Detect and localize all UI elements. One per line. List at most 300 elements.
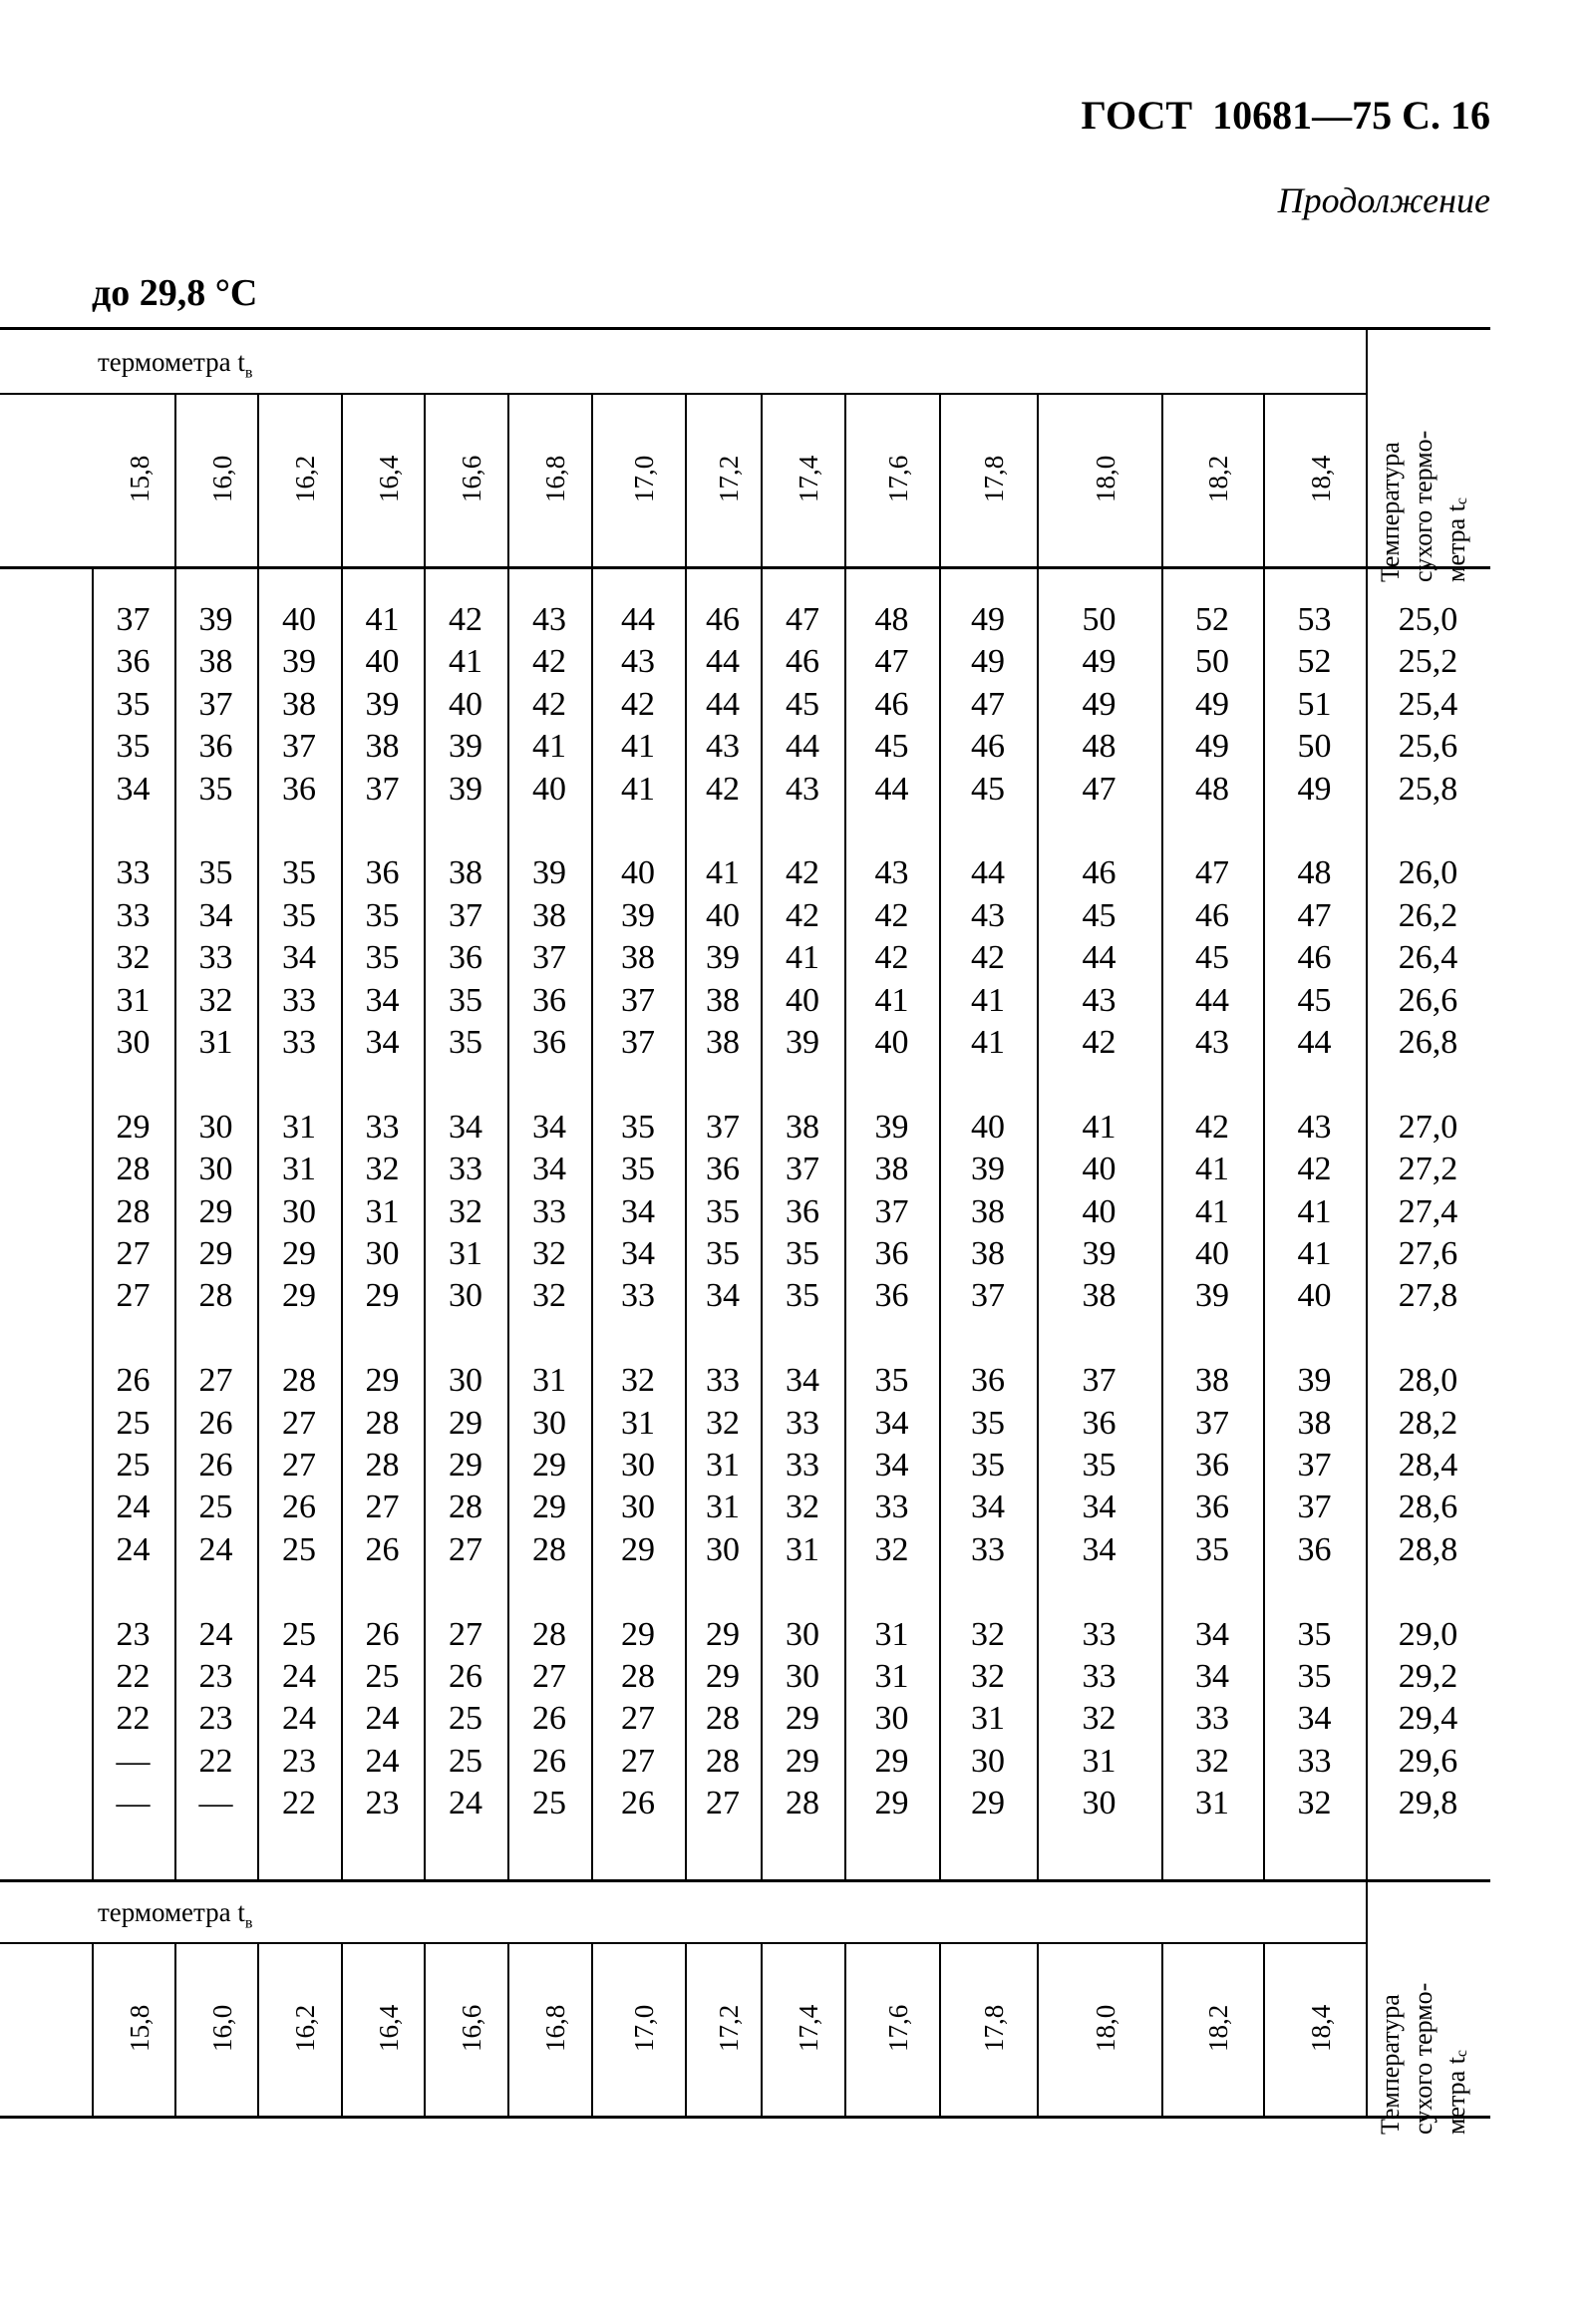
bottom-header-column-header: 16,6	[457, 2004, 486, 2052]
dry-temp-cell: 26,8	[1398, 1024, 1458, 1061]
table-cell: 44	[874, 770, 909, 808]
top-header-col-divider	[591, 393, 593, 566]
bottom-col-divider	[591, 1942, 593, 2116]
table-cell: 37	[365, 770, 400, 808]
bottom-header-column-header: 18,0	[1090, 2004, 1120, 2052]
table-cell: 27	[116, 1235, 151, 1272]
dry-temp-cell: 28,6	[1398, 1488, 1458, 1526]
top-header-column-header: 16,8	[540, 455, 570, 502]
table-cell: 49	[1082, 643, 1117, 681]
table-cell: 35	[786, 1235, 819, 1272]
dry-temp-cell: 26,6	[1398, 981, 1458, 1019]
table-cell: 27	[449, 1615, 482, 1653]
table-cell: 39	[282, 643, 316, 681]
table-cell: 33	[786, 1447, 819, 1484]
dry-temp-cell: 26,2	[1398, 896, 1458, 934]
table-cell: 36	[1082, 1404, 1117, 1442]
table-cell: 29	[874, 1785, 909, 1822]
table-cell: 42	[449, 601, 482, 638]
table-cell: 42	[532, 685, 566, 723]
table-cell: 27	[621, 1700, 655, 1738]
table-cell: 25	[282, 1615, 316, 1653]
table-cell: 43	[532, 601, 566, 638]
bottom-col-divider	[1037, 1942, 1039, 2116]
table-cell: 36	[971, 1362, 1005, 1400]
table-cell: 43	[971, 896, 1005, 934]
bottom-col-divider	[174, 1942, 176, 2116]
top-header-col-divider	[1161, 393, 1163, 566]
table-cell: 33	[449, 1151, 482, 1188]
bottom-header-column-header: 16,8	[540, 2004, 570, 2052]
table-cell: 31	[706, 1447, 740, 1484]
table-cell: 35	[116, 685, 151, 723]
table-cell: 35	[116, 728, 151, 766]
table-cell: 38	[1195, 1362, 1229, 1400]
table-cell: 49	[1297, 770, 1332, 808]
top-header-bottom-rule	[0, 566, 1490, 569]
top-header-column-header: 17,2	[714, 455, 744, 502]
table-cell: 33	[786, 1404, 819, 1442]
table-cell: 24	[116, 1530, 151, 1568]
table-cell: 47	[1082, 770, 1117, 808]
table-cell: 31	[1195, 1785, 1229, 1822]
bottom-col-divider	[685, 1942, 687, 2116]
table-cell: 31	[874, 1658, 909, 1695]
top-header-column-header: 17,4	[794, 455, 823, 502]
bottom-header-column-header: 16,4	[373, 2004, 404, 2052]
table-cell: 35	[621, 1151, 655, 1188]
table-cell: 24	[198, 1530, 233, 1568]
table-cell: 46	[706, 601, 740, 638]
table-cell: 27	[621, 1742, 655, 1780]
table-cell: 27	[282, 1447, 316, 1484]
table-cell: 35	[706, 1235, 740, 1272]
table-cell: 38	[971, 1192, 1005, 1230]
top-header-col-divider	[1263, 393, 1265, 566]
table-cell: 27	[449, 1530, 482, 1568]
table-cell: 35	[1297, 1615, 1332, 1653]
table-cell: 41	[1297, 1192, 1332, 1230]
table-cell: 31	[282, 1108, 316, 1146]
dry-temp-cell: 28,0	[1398, 1362, 1458, 1400]
table-cell: 31	[706, 1488, 740, 1526]
table-cell: 41	[532, 728, 566, 766]
table-cell: 36	[874, 1235, 909, 1272]
table-cell: 24	[116, 1488, 151, 1526]
table-cell: 30	[282, 1192, 316, 1230]
table-cell: 32	[116, 939, 151, 977]
dry-temp-cell: 29,6	[1398, 1742, 1458, 1780]
table-cell: 25	[116, 1447, 151, 1484]
dry-temp-cell: 25,6	[1398, 728, 1458, 766]
table-cell: 41	[621, 770, 655, 808]
table-cell: 39	[786, 1024, 819, 1061]
table-cell: 29	[365, 1277, 400, 1315]
table-cell: 33	[1297, 1742, 1332, 1780]
table-cell: 47	[971, 685, 1005, 723]
table-cell: 30	[1082, 1785, 1117, 1822]
table-cell: 37	[706, 1108, 740, 1146]
table-cell: 38	[365, 728, 400, 766]
table-cell: 37	[621, 981, 655, 1019]
table-cell: 34	[282, 939, 316, 977]
table-cell: 29	[365, 1362, 400, 1400]
table-cell: 40	[1297, 1277, 1332, 1315]
table-cell: 46	[874, 685, 909, 723]
dry-temp-cell: 27,4	[1398, 1192, 1458, 1230]
table-cell: 39	[365, 685, 400, 723]
table-cell: 30	[449, 1362, 482, 1400]
table-cell: 36	[1195, 1488, 1229, 1526]
table-cell: 42	[1195, 1108, 1229, 1146]
table-cell: 44	[706, 685, 740, 723]
table-cell: 42	[1082, 1024, 1117, 1061]
table-cell: 50	[1082, 601, 1117, 638]
table-cell: 30	[874, 1700, 909, 1738]
table-cell: 37	[449, 896, 482, 934]
range-title: до 29,8 °С	[92, 272, 258, 314]
dry-temp-cell: 29,8	[1398, 1785, 1458, 1822]
table-cell: 43	[786, 770, 819, 808]
table-cell: 30	[449, 1277, 482, 1315]
table-cell: 46	[971, 728, 1005, 766]
top-header-top-rule	[0, 327, 1490, 330]
table-cell: 28	[365, 1447, 400, 1484]
table-cell: 29	[116, 1108, 151, 1146]
table-cell: 34	[116, 770, 151, 808]
table-cell: 35	[449, 1024, 482, 1061]
table-cell: 28	[365, 1404, 400, 1442]
table-cell: 39	[706, 939, 740, 977]
top-header-col-divider	[341, 393, 343, 566]
table-cell: 41	[1297, 1235, 1332, 1272]
top-header-col-divider	[761, 393, 763, 566]
bottom-header-column-header: 17,8	[979, 2004, 1009, 2052]
top-header-col-divider	[844, 393, 846, 566]
top-header-column-header: 16,6	[457, 455, 486, 502]
table-cell: 36	[874, 1277, 909, 1315]
table-cell: 41	[621, 728, 655, 766]
top-header-col-divider	[685, 393, 687, 566]
table-cell: 35	[706, 1192, 740, 1230]
table-cell: 36	[365, 854, 400, 892]
table-cell: 48	[1297, 854, 1332, 892]
bottom-col-divider	[1366, 1942, 1368, 2116]
table-cell: 49	[1082, 685, 1117, 723]
table-cell: 28	[198, 1277, 233, 1315]
table-cell: 24	[449, 1785, 482, 1822]
table-cell: 41	[971, 1024, 1005, 1061]
table-cell: 40	[1082, 1192, 1117, 1230]
table-cell: 33	[532, 1192, 566, 1230]
table-cell: 26	[198, 1404, 233, 1442]
table-cell: 26	[282, 1488, 316, 1526]
table-cell: 41	[365, 601, 400, 638]
table-cell: 37	[282, 728, 316, 766]
table-cell: 44	[621, 601, 655, 638]
table-cell: 34	[971, 1488, 1005, 1526]
table-cell: 32	[971, 1658, 1005, 1695]
table-cell: 34	[1082, 1488, 1117, 1526]
table-cell: 29	[971, 1785, 1005, 1822]
table-cell: 39	[449, 728, 482, 766]
table-cell: 26	[532, 1742, 566, 1780]
top-header-column-header: 17,8	[979, 455, 1009, 502]
table-cell: 35	[449, 981, 482, 1019]
table-cell: 49	[1195, 728, 1229, 766]
table-cell: 46	[1195, 896, 1229, 934]
table-cell: 38	[198, 643, 233, 681]
table-cell: 29	[449, 1404, 482, 1442]
table-cell: 40	[449, 685, 482, 723]
table-cell: 23	[198, 1700, 233, 1738]
table-cell: 43	[1082, 981, 1117, 1019]
table-cell: 47	[1297, 896, 1332, 934]
top-header-column-header: 15,8	[124, 455, 155, 502]
table-cell: 39	[532, 854, 566, 892]
table-cell: 27	[365, 1488, 400, 1526]
bottom-col-divider	[1161, 1942, 1163, 2116]
table-cell: 35	[786, 1277, 819, 1315]
table-cell: 34	[365, 1024, 400, 1061]
bottom-col-divider	[92, 1942, 94, 2116]
table-cell: 31	[532, 1362, 566, 1400]
table-cell: 47	[874, 643, 909, 681]
table-cell: 32	[1082, 1700, 1117, 1738]
table-cell: 32	[532, 1277, 566, 1315]
table-cell: 29	[282, 1277, 316, 1315]
table-cell: 26	[198, 1447, 233, 1484]
table-cell: 25	[198, 1488, 233, 1526]
table-cell: 35	[874, 1362, 909, 1400]
table-cell: 29	[621, 1615, 655, 1653]
table-cell: 39	[449, 770, 482, 808]
table-cell: 34	[198, 896, 233, 934]
table-cell: 40	[706, 896, 740, 934]
table-cell: 33	[874, 1488, 909, 1526]
table-cell: 46	[786, 643, 819, 681]
dry-temp-cell: 27,6	[1398, 1235, 1458, 1272]
table-cell: 31	[282, 1151, 316, 1188]
table-cell: 43	[874, 854, 909, 892]
table-cell: 34	[621, 1192, 655, 1230]
table-cell: 25	[449, 1700, 482, 1738]
table-cell: 31	[365, 1192, 400, 1230]
table-cell: 41	[874, 981, 909, 1019]
table-cell: 28	[532, 1530, 566, 1568]
table-cell: 47	[1195, 854, 1229, 892]
top-header-col-divider	[257, 393, 259, 566]
bottom-header-caption: термометра $t_в$	[98, 1897, 253, 1932]
table-cell: 29	[786, 1700, 819, 1738]
standard-code: ГОСТ 10681—75 С. 16	[1081, 93, 1490, 138]
table-cell: 42	[706, 770, 740, 808]
table-cell: 37	[874, 1192, 909, 1230]
table-cell: —	[116, 1785, 151, 1822]
table-cell: 25	[282, 1530, 316, 1568]
table-cell: 30	[621, 1488, 655, 1526]
table-cell: 28	[449, 1488, 482, 1526]
table-cell: 50	[1297, 728, 1332, 766]
table-cell: 45	[1082, 896, 1117, 934]
table-cell: 46	[1082, 854, 1117, 892]
table-cell: 42	[532, 643, 566, 681]
dry-temp-cell: 29,4	[1398, 1700, 1458, 1738]
table-cell: 46	[1297, 939, 1332, 977]
table-cell: 42	[1297, 1151, 1332, 1188]
table-cell: 45	[786, 685, 819, 723]
table-cell: 35	[282, 896, 316, 934]
table-cell: 29	[532, 1488, 566, 1526]
table-cell: 33	[282, 1024, 316, 1061]
table-cell: 31	[1082, 1742, 1117, 1780]
bottom-header-top-rule	[0, 1879, 1490, 1882]
table-cell: 31	[874, 1615, 909, 1653]
table-cell: 41	[971, 981, 1005, 1019]
continuation-label: Продолжение	[1277, 180, 1490, 220]
table-cell: 34	[365, 981, 400, 1019]
table-cell: 30	[786, 1658, 819, 1695]
table-cell: —	[116, 1742, 151, 1780]
table-cell: 31	[198, 1024, 233, 1061]
bottom-header-column-header: 17,4	[794, 2004, 823, 2052]
table-cell: 29	[874, 1742, 909, 1780]
dry-temp-cell: 25,2	[1398, 643, 1458, 681]
table-cell: 44	[786, 728, 819, 766]
table-cell: 24	[365, 1742, 400, 1780]
top-header-side-header: Температура сухого термо-метра $t_с$	[1376, 430, 1471, 582]
table-cell: 32	[706, 1404, 740, 1442]
table-cell: 22	[116, 1658, 151, 1695]
table-cell: 38	[874, 1151, 909, 1188]
table-cell: 48	[1082, 728, 1117, 766]
dry-temp-cell: 28,4	[1398, 1447, 1458, 1484]
table-cell: 41	[1195, 1192, 1229, 1230]
table-cell: 33	[116, 896, 151, 934]
table-cell: 35	[1297, 1658, 1332, 1695]
table-cell: 40	[365, 643, 400, 681]
table-cell: 42	[874, 939, 909, 977]
table-cell: 23	[282, 1742, 316, 1780]
table-cell: 47	[786, 601, 819, 638]
table-cell: 45	[971, 770, 1005, 808]
table-cell: 48	[1195, 770, 1229, 808]
table-cell: 43	[706, 728, 740, 766]
top-header-column-header: 16,4	[373, 455, 404, 502]
table-cell: 28	[116, 1192, 151, 1230]
table-cell: 23	[365, 1785, 400, 1822]
table-cell: 36	[786, 1192, 819, 1230]
table-cell: 37	[621, 1024, 655, 1061]
table-cell: 35	[365, 896, 400, 934]
table-cell: 33	[365, 1108, 400, 1146]
table-cell: 32	[621, 1362, 655, 1400]
bottom-header-side-header: Температура сухого термо-метра $t_с$	[1376, 1982, 1471, 2135]
table-cell: 26	[365, 1615, 400, 1653]
table-cell: 29	[706, 1615, 740, 1653]
table-cell: 40	[1082, 1151, 1117, 1188]
top-header-col-divider	[507, 393, 509, 566]
table-cell: 27	[198, 1362, 233, 1400]
table-cell: 32	[971, 1615, 1005, 1653]
table-cell: 30	[116, 1024, 151, 1061]
table-cell: 28	[706, 1742, 740, 1780]
table-cell: 41	[449, 643, 482, 681]
table-cell: 44	[971, 854, 1005, 892]
dry-temp-cell: 29,2	[1398, 1658, 1458, 1695]
table-cell: 34	[1195, 1658, 1229, 1695]
table-cell: 33	[621, 1277, 655, 1315]
table-cell: —	[198, 1785, 233, 1822]
top-header-column-header: 18,2	[1203, 455, 1233, 502]
table-cell: 36	[198, 728, 233, 766]
bottom-header-column-header: 16,2	[290, 2004, 320, 2052]
top-header-column-header: 16,0	[206, 455, 237, 502]
table-cell: 29	[282, 1235, 316, 1272]
table-cell: 35	[198, 770, 233, 808]
table-cell: 32	[874, 1530, 909, 1568]
table-cell: 34	[1082, 1530, 1117, 1568]
table-cell: 32	[1297, 1785, 1332, 1822]
table-cell: 41	[706, 854, 740, 892]
top-header-side-divider	[1366, 327, 1368, 566]
table-cell: 25	[365, 1658, 400, 1695]
bottom-col-divider	[939, 1942, 941, 2116]
table-cell: 39	[198, 601, 233, 638]
table-cell: 29	[449, 1447, 482, 1484]
table-cell: 34	[1297, 1700, 1332, 1738]
table-cell: 42	[971, 939, 1005, 977]
table-cell: 40	[621, 854, 655, 892]
table-cell: 41	[1195, 1151, 1229, 1188]
table-cell: 34	[706, 1277, 740, 1315]
dry-temp-cell: 29,0	[1398, 1615, 1458, 1653]
table-cell: 42	[786, 896, 819, 934]
table-cell: 37	[1297, 1447, 1332, 1484]
bottom-header-column-header: 15,8	[124, 2004, 155, 2052]
table-cell: 39	[621, 896, 655, 934]
top-header-col-divider	[174, 393, 176, 566]
table-cell: 33	[1195, 1700, 1229, 1738]
top-header-col-divider	[939, 393, 941, 566]
table-cell: 38	[706, 981, 740, 1019]
table-cell: 40	[282, 601, 316, 638]
table-cell: 26	[449, 1658, 482, 1695]
table-cell: 34	[874, 1447, 909, 1484]
table-cell: 49	[971, 601, 1005, 638]
table-cell: 35	[1082, 1447, 1117, 1484]
table-cell: 34	[449, 1108, 482, 1146]
table-cell: 29	[706, 1658, 740, 1695]
table-cell: 41	[1082, 1108, 1117, 1146]
table-cell: 36	[116, 643, 151, 681]
table-cell: 33	[116, 854, 151, 892]
table-cell: 37	[532, 939, 566, 977]
table-cell: 38	[1297, 1404, 1332, 1442]
table-cell: 40	[786, 981, 819, 1019]
table-cell: 49	[971, 643, 1005, 681]
dry-temp-cell: 25,0	[1398, 601, 1458, 638]
bottom-col-divider	[424, 1942, 426, 2116]
table-cell: 36	[1195, 1447, 1229, 1484]
dry-temp-cell: 26,0	[1398, 854, 1458, 892]
table-cell: 38	[449, 854, 482, 892]
table-cell: 37	[971, 1277, 1005, 1315]
table-cell: 40	[971, 1108, 1005, 1146]
table-cell: 26	[365, 1530, 400, 1568]
table-cell: 23	[116, 1615, 151, 1653]
table-cell: 39	[874, 1108, 909, 1146]
